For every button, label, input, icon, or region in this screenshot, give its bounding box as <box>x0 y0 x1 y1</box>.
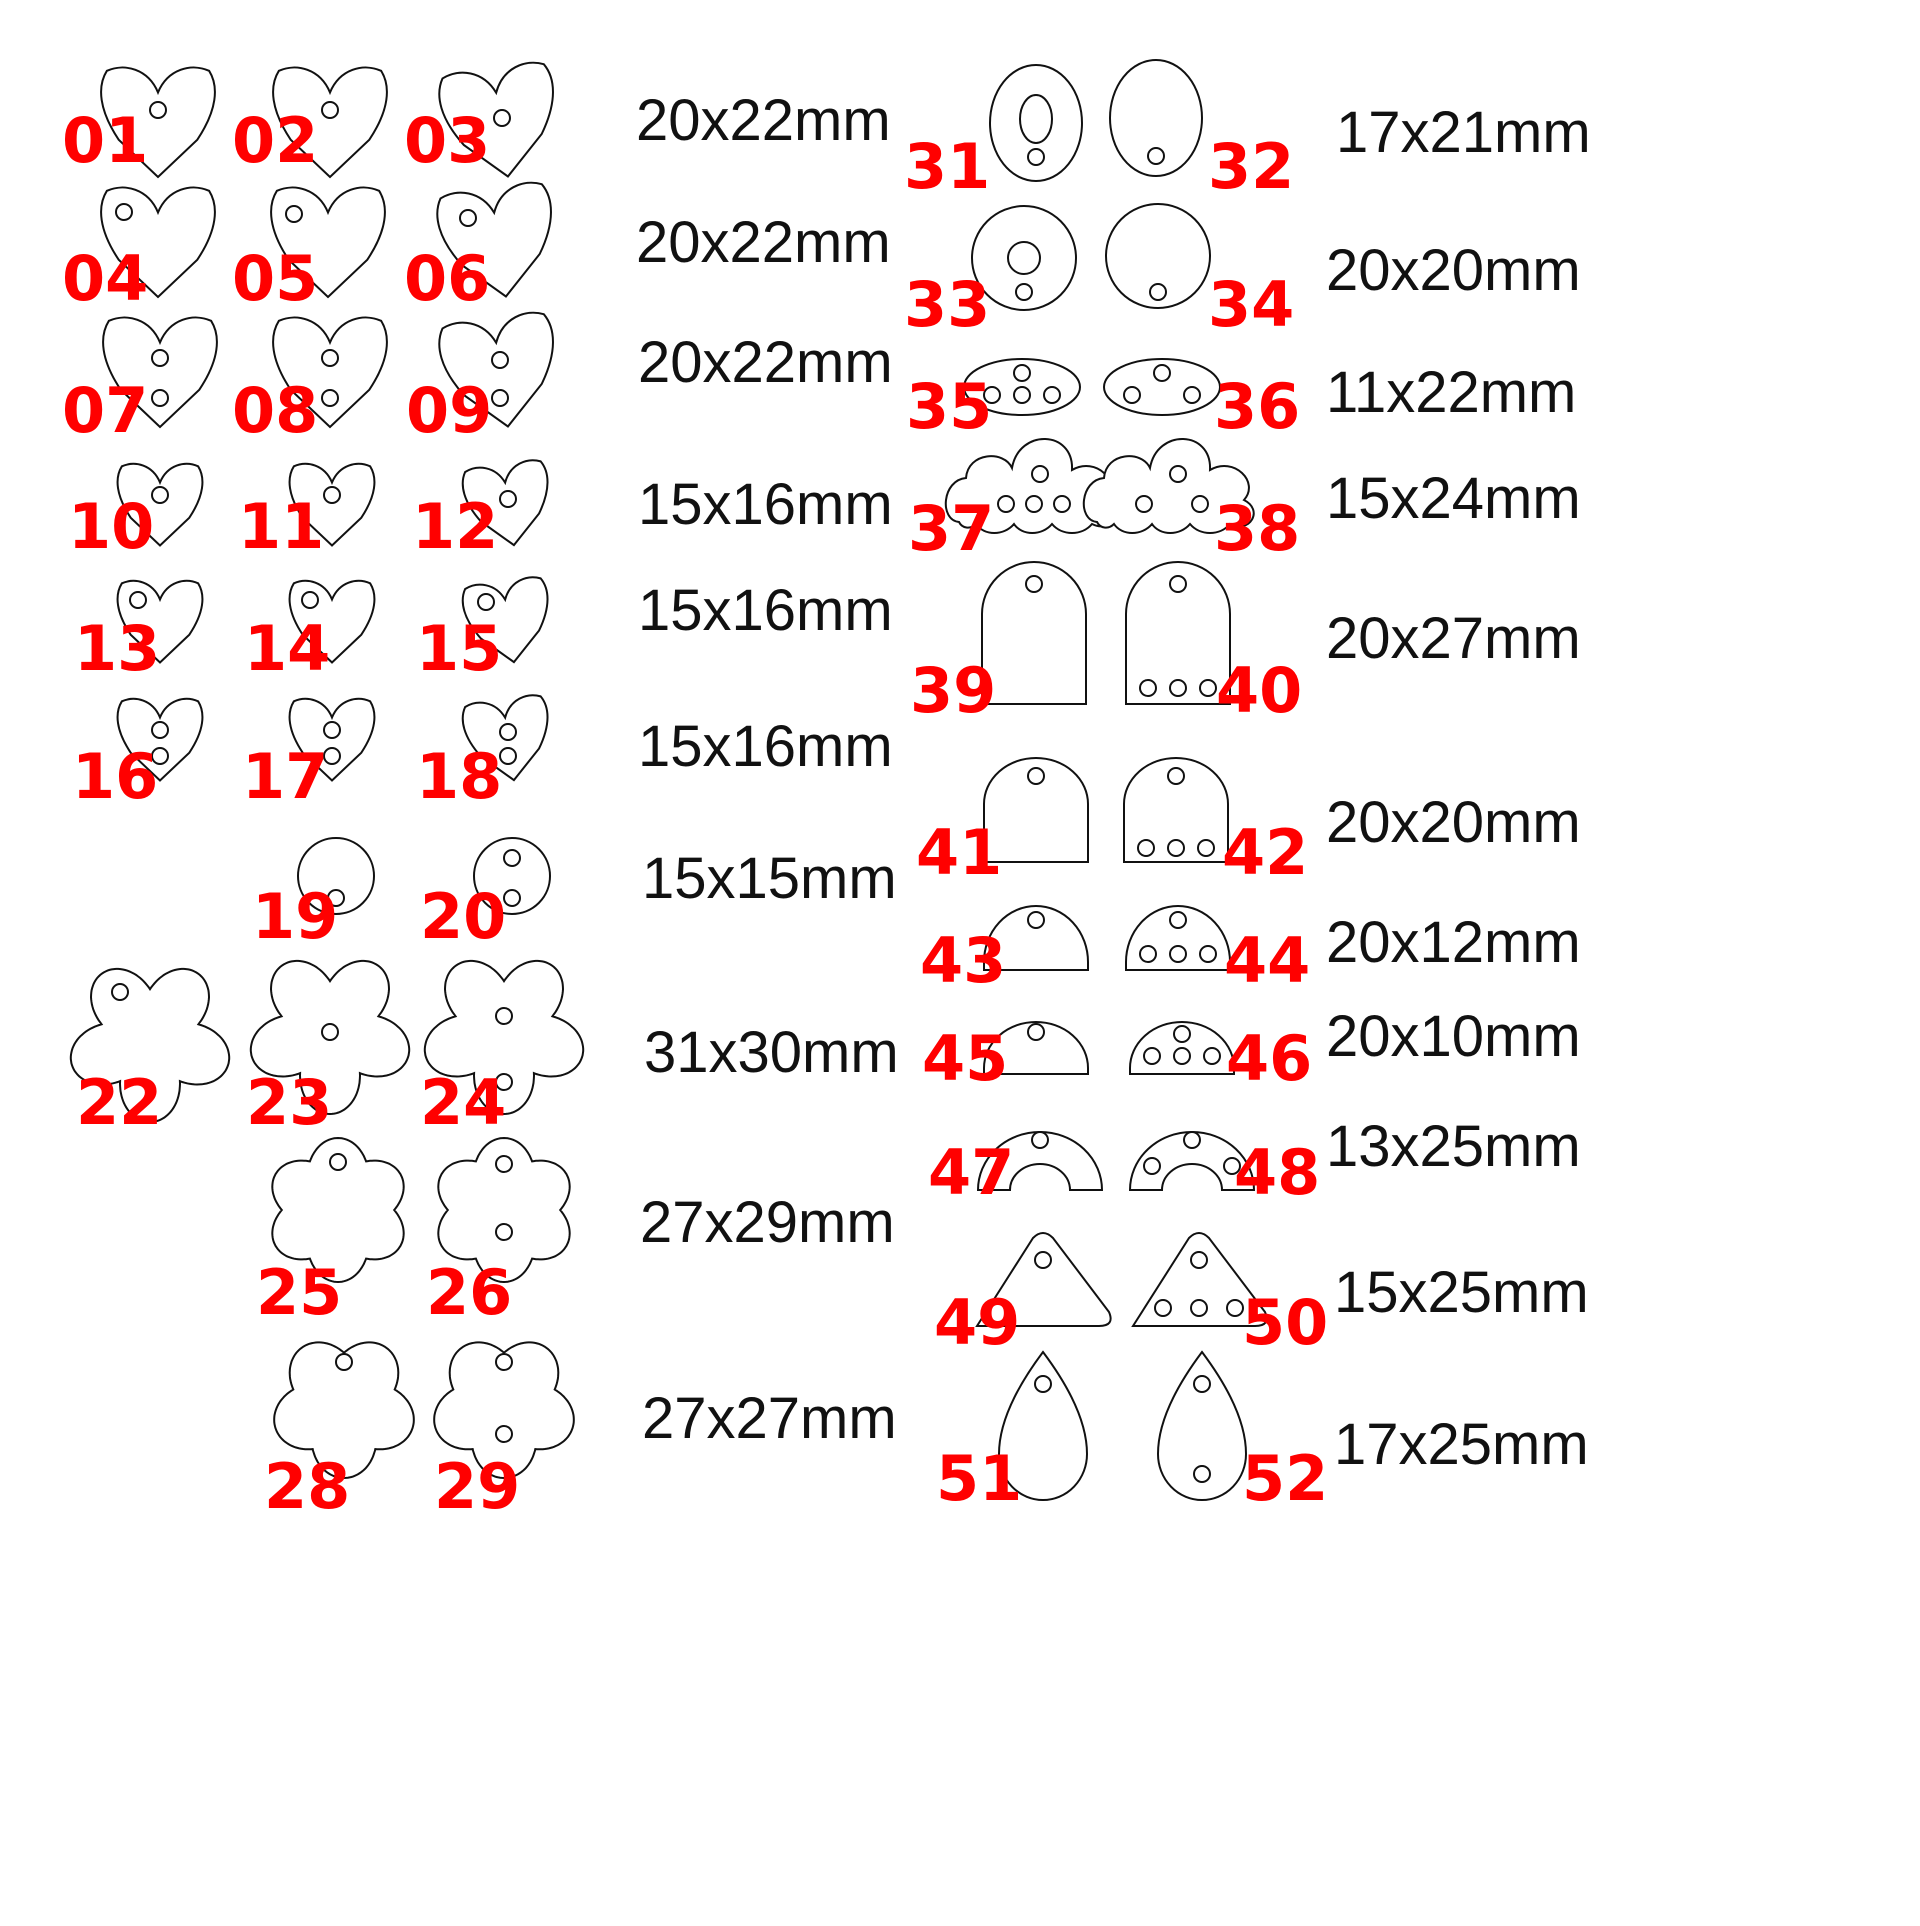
piece-number-label: 25 <box>256 1256 343 1329</box>
hole-41-1 <box>1028 768 1044 784</box>
piece-number-label: 03 <box>404 104 491 177</box>
piece-number-label: 36 <box>1214 370 1301 443</box>
piece-number-label: 43 <box>920 924 1007 997</box>
piece-number-label: 12 <box>412 490 499 563</box>
hole-34-1 <box>1150 284 1166 300</box>
hole-20-1 <box>504 850 520 866</box>
piece-number-label: 42 <box>1222 816 1309 889</box>
size-label: 15x16mm <box>638 472 893 537</box>
piece-number-label: 19 <box>252 880 339 953</box>
hole-33-1 <box>1016 284 1032 300</box>
hole-08-2 <box>322 390 338 406</box>
size-label: 17x25mm <box>1334 1412 1589 1477</box>
piece-number-label: 08 <box>232 374 319 447</box>
hole-32-1 <box>1148 148 1164 164</box>
hole-16-1 <box>152 722 168 738</box>
piece-number-label: 46 <box>1226 1022 1313 1095</box>
hole-48-1 <box>1144 1158 1160 1174</box>
piece-number-label: 37 <box>908 492 995 565</box>
hole-01-1 <box>150 102 166 118</box>
piece-number-label: 14 <box>244 612 331 685</box>
piece-number-label: 06 <box>404 242 491 315</box>
hole-46-3 <box>1174 1048 1190 1064</box>
hole-50-1 <box>1191 1252 1207 1268</box>
hole-40-1 <box>1170 576 1186 592</box>
piece-number-label: 16 <box>72 740 159 813</box>
hole-03-1 <box>494 110 510 126</box>
hole-46-1 <box>1174 1026 1190 1042</box>
size-label: 20x22mm <box>636 210 891 275</box>
size-label: 17x21mm <box>1336 100 1591 165</box>
size-labels <box>636 88 1591 1477</box>
piece-number-label: 01 <box>62 104 149 177</box>
piece-number-label: 26 <box>426 1256 513 1329</box>
piece-number-label: 22 <box>76 1066 163 1139</box>
hole-40-2 <box>1140 680 1156 696</box>
size-label: 20x10mm <box>1326 1004 1581 1069</box>
hole-40-3 <box>1170 680 1186 696</box>
piece-number-label: 17 <box>242 740 329 813</box>
hole-25-1 <box>330 1154 346 1170</box>
hole-42-1 <box>1168 768 1184 784</box>
hole-42-4 <box>1198 840 1214 856</box>
hole-35-3 <box>1014 387 1030 403</box>
hole-52-2 <box>1194 1466 1210 1482</box>
hole-43-1 <box>1028 912 1044 928</box>
size-label: 20x20mm <box>1326 238 1581 303</box>
size-label: 15x24mm <box>1326 466 1581 531</box>
hole-23-1 <box>322 1024 338 1040</box>
hole-04-1 <box>116 204 132 220</box>
piece-number-label: 04 <box>62 242 149 315</box>
piece-number-label: 41 <box>916 816 1003 889</box>
hole-45-1 <box>1028 1024 1044 1040</box>
piece-number-label: 51 <box>936 1442 1023 1515</box>
hole-24-1 <box>496 1008 512 1024</box>
hole-10-1 <box>152 487 168 503</box>
piece-31-inner-ring <box>1020 95 1052 143</box>
hole-36-2 <box>1124 387 1140 403</box>
hole-07-2 <box>152 390 168 406</box>
hole-26-2 <box>496 1224 512 1240</box>
piece-number-label: 02 <box>232 104 319 177</box>
size-label: 27x29mm <box>640 1190 895 1255</box>
hole-48-2 <box>1184 1132 1200 1148</box>
hole-31-1 <box>1028 149 1044 165</box>
hole-42-2 <box>1138 840 1154 856</box>
piece-number-label: 05 <box>232 242 319 315</box>
hole-29-1 <box>496 1354 512 1370</box>
piece-number-label: 15 <box>416 612 503 685</box>
hole-37-3 <box>1026 496 1042 512</box>
hole-18-2 <box>500 748 516 764</box>
hole-38-3 <box>1192 496 1208 512</box>
hole-36-1 <box>1154 365 1170 381</box>
hole-46-2 <box>1144 1048 1160 1064</box>
size-label: 20x27mm <box>1326 606 1581 671</box>
size-label: 15x25mm <box>1334 1260 1589 1325</box>
size-label: 20x22mm <box>636 88 891 153</box>
size-label: 20x20mm <box>1326 790 1581 855</box>
piece-number-label: 29 <box>434 1450 521 1523</box>
hole-22-1 <box>112 984 128 1000</box>
piece-number-label: 45 <box>922 1022 1009 1095</box>
piece-number-label: 33 <box>904 268 991 341</box>
piece-number-label: 31 <box>904 130 991 203</box>
size-label: 20x12mm <box>1326 910 1581 975</box>
hole-06-1 <box>460 210 476 226</box>
hole-17-1 <box>324 722 340 738</box>
hole-49-1 <box>1035 1252 1051 1268</box>
hole-29-2 <box>496 1426 512 1442</box>
hole-08-1 <box>322 350 338 366</box>
hole-36-3 <box>1184 387 1200 403</box>
hole-07-1 <box>152 350 168 366</box>
piece-number-label: 09 <box>406 374 493 447</box>
hole-44-4 <box>1200 946 1216 962</box>
piece-number-label: 18 <box>416 740 503 813</box>
piece-number-label: 20 <box>420 880 507 953</box>
hole-44-3 <box>1170 946 1186 962</box>
hole-46-4 <box>1204 1048 1220 1064</box>
piece-number-label: 23 <box>246 1066 333 1139</box>
hole-37-4 <box>1054 496 1070 512</box>
hole-52-1 <box>1194 1376 1210 1392</box>
size-label: 20x22mm <box>638 330 893 395</box>
hole-13-1 <box>130 592 146 608</box>
hole-09-2 <box>492 390 508 406</box>
piece-number-label: 52 <box>1242 1442 1329 1515</box>
size-label: 31x30mm <box>644 1020 899 1085</box>
hole-44-1 <box>1170 912 1186 928</box>
hole-47-1 <box>1032 1132 1048 1148</box>
piece-number-label: 10 <box>68 490 155 563</box>
hole-42-3 <box>1168 840 1184 856</box>
hole-05-1 <box>286 206 302 222</box>
piece-number-label: 49 <box>934 1286 1021 1359</box>
size-label: 15x15mm <box>642 846 897 911</box>
hole-37-1 <box>1032 466 1048 482</box>
hole-02-1 <box>322 102 338 118</box>
hole-40-4 <box>1200 680 1216 696</box>
hole-35-1 <box>1014 365 1030 381</box>
hole-37-2 <box>998 496 1014 512</box>
piece-33-inner-ring <box>1008 242 1040 274</box>
piece-number-label: 07 <box>62 374 149 447</box>
piece-number-label: 44 <box>1224 924 1311 997</box>
size-label: 11x22mm <box>1326 360 1577 425</box>
hole-11-1 <box>324 487 340 503</box>
hole-15-1 <box>478 594 494 610</box>
piece-number-label: 24 <box>420 1066 507 1139</box>
hole-35-4 <box>1044 387 1060 403</box>
piece-number-label: 50 <box>1242 1286 1329 1359</box>
piece-number-label: 32 <box>1208 130 1295 203</box>
piece-number-label: 11 <box>238 490 325 563</box>
hole-51-1 <box>1035 1376 1051 1392</box>
piece-number-label: 13 <box>74 612 161 685</box>
piece-number-label: 28 <box>264 1450 351 1523</box>
hole-20-2 <box>504 890 520 906</box>
piece-number-label: 34 <box>1208 268 1295 341</box>
hole-09-1 <box>492 352 508 368</box>
piece-number-label: 40 <box>1216 654 1303 727</box>
piece-number-label: 38 <box>1214 492 1301 565</box>
size-label: 27x27mm <box>642 1386 897 1451</box>
hole-12-1 <box>500 491 516 507</box>
size-label: 15x16mm <box>638 578 893 643</box>
hole-14-1 <box>302 592 318 608</box>
size-label: 13x25mm <box>1326 1114 1581 1179</box>
hole-38-1 <box>1170 466 1186 482</box>
piece-number-label: 35 <box>906 370 993 443</box>
size-label: 15x16mm <box>638 714 893 779</box>
piece-number-label: 48 <box>1234 1136 1321 1209</box>
hole-50-2 <box>1155 1300 1171 1316</box>
hole-44-2 <box>1140 946 1156 962</box>
hole-39-1 <box>1026 576 1042 592</box>
piece-number-label: 39 <box>910 654 997 727</box>
hole-38-2 <box>1136 496 1152 512</box>
hole-26-1 <box>496 1156 512 1172</box>
hole-50-4 <box>1227 1300 1243 1316</box>
hole-50-3 <box>1191 1300 1207 1316</box>
piece-number-label: 47 <box>928 1136 1015 1209</box>
hole-18-1 <box>500 724 516 740</box>
hole-28-1 <box>336 1354 352 1370</box>
